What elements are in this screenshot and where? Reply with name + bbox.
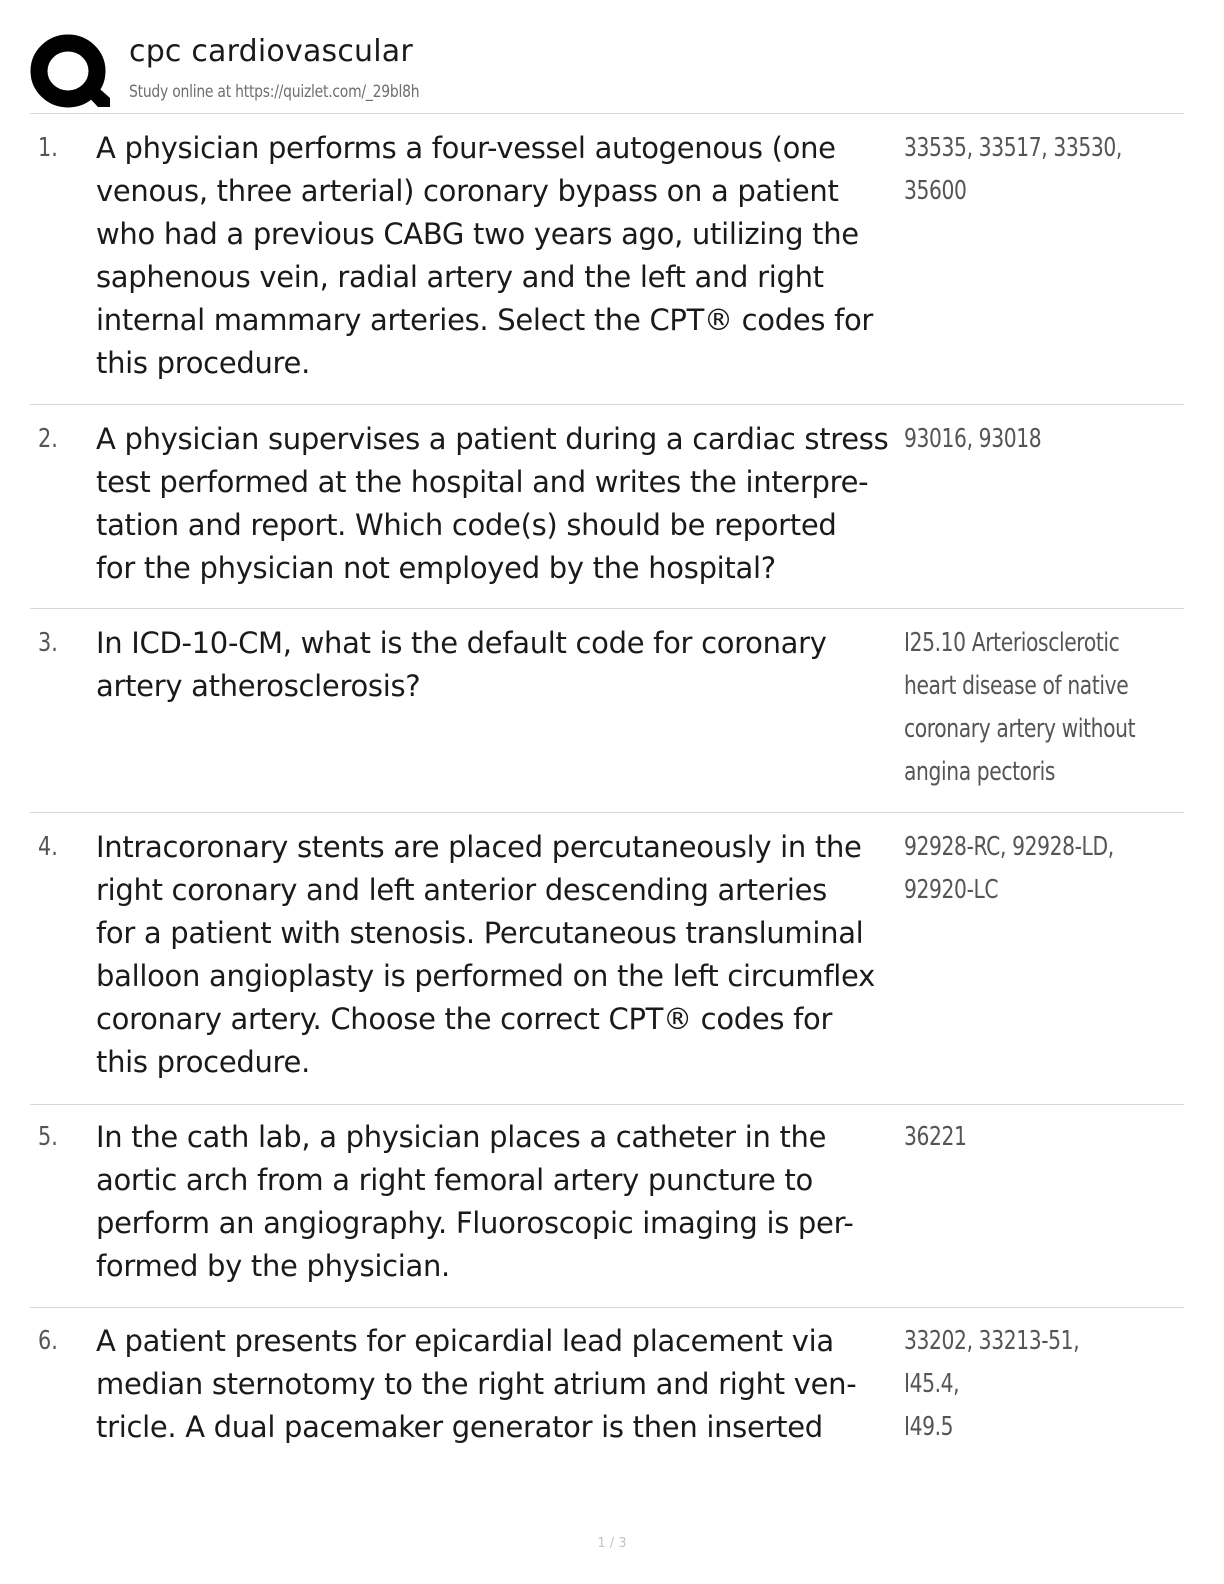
card-definition: 92928-RC, 92928-LD, 92920-LC <box>904 832 1114 905</box>
card-number: 1. <box>38 133 58 163</box>
card-term: In the cath lab, a physician places a catheter in the aortic arch from a right femoral artery puncture to perform an angiography. Fluoroscopic imaging is per- formed by the physician. <box>96 1120 854 1283</box>
card-definition: I25.10 Arteriosclerotic heart disease of native coronary artery without angina pectoris <box>904 628 1136 787</box>
card-number: 5. <box>38 1122 58 1152</box>
flashcard-1 <box>30 127 1184 405</box>
card-term: A physician supervises a patient during a cardiac stress test performed at the hospital and writes the interpre- tation and report. Which code(s) should be reported for the physician not employed by the hospital? <box>96 422 889 585</box>
page-number: 1 / 3 <box>597 1536 627 1551</box>
page-header <box>30 28 1184 114</box>
card-definition: 33535, 33517, 33530, 35600 <box>904 133 1122 206</box>
card-term: In ICD-10-CM, what is the default code for coronary artery atherosclerosis? <box>96 626 827 703</box>
card-definition: 36221 <box>904 1122 967 1152</box>
card-number: 4. <box>38 832 58 862</box>
flashcard-2 <box>30 418 1184 609</box>
card-term: A physician performs a four-vessel autogenous (one venous, three arterial) coronary bypass on a patient who had a previous CABG two years ago, utilizing the saphenous vein, radial artery and the left and right internal mammary arteries. Select the CPT® codes for this procedure. <box>96 131 874 380</box>
card-term: Intracoronary stents are placed percutaneously in the right coronary and left anterior descending arteries for a patient with stenosis. Percutaneous transluminal balloon angioplasty is performed on the left circumflex coronary artery. Choose the correct CPT® codes for this procedure. <box>96 830 875 1079</box>
card-definition: 93016, 93018 <box>904 424 1042 454</box>
card-term: A patient presents for epicardial lead placement via median sternotomy to the right atrium and right ven- tricle. A dual pacemaker generator is then inserted <box>96 1324 857 1444</box>
card-number: 2. <box>38 424 58 454</box>
flashcard-3 <box>30 622 1184 813</box>
flashcard-4 <box>30 826 1184 1105</box>
flashcard-6 <box>30 1320 1184 1460</box>
quizlet-logo-icon <box>30 32 110 112</box>
card-definition: 33202, 33213-51, I45.4, I49.5 <box>904 1326 1080 1442</box>
card-number: 3. <box>38 628 58 658</box>
card-number: 6. <box>38 1326 58 1356</box>
flashcard-5 <box>30 1116 1184 1308</box>
set-title: cpc cardiovascular <box>129 34 413 69</box>
study-online-link[interactable]: Study online at https://quizlet.com/_29bl8h <box>129 82 420 102</box>
